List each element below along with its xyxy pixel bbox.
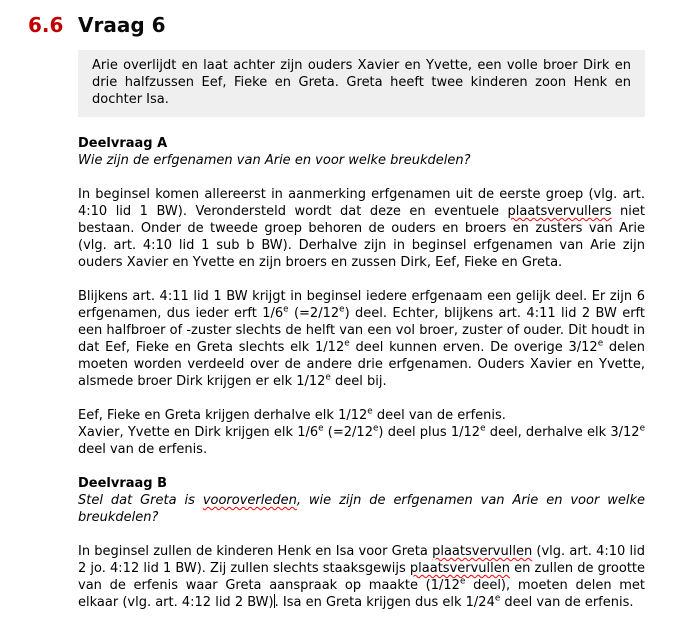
text-run: . Isa en Greta krijgen dus elk 1/24 <box>274 595 495 610</box>
text-run: deel, derhalve elk 3/12 <box>485 425 640 440</box>
text-run: In beginsel zullen de kinderen Henk en Isa voor Greta <box>78 544 433 559</box>
text-run: Wie zijn de erfgenamen van Arie en voor welke breukdelen? <box>78 153 471 168</box>
text-run: ) deel. Echter, blijkens art. 4:11 lid 2 BW erft een halfbroer of -zuster slechts de helft van een vol broer, zuster of ouder. Dit houdt in dat Eef, Fieke en Greta slechts elk 1/12 <box>78 306 646 355</box>
text-run: delen moeten worden verdeeld over de andere drie erfgenamen. Ouders Xavier en Yvette, alsmede broer Dirk krijgen er elk 1/12 <box>78 340 645 389</box>
answer-a-paragraph-3[interactable] <box>78 407 645 458</box>
text-run: In beginsel komen allereerst in aanmerking erfgenamen uit de eerste groep (vlg. art. 4:10 lid 1 BW). Verondersteld wordt dat deze en eventuele <box>78 187 645 219</box>
misspelled-word: plaatsvervullen <box>432 544 533 559</box>
answer-a-paragraph-1[interactable] <box>78 186 645 271</box>
text-run: , wie zijn de erfgenamen van Arie en voor welke breukdelen? <box>78 493 645 525</box>
superscript-ordinal: e <box>344 338 350 349</box>
superscript-ordinal: e <box>494 593 501 604</box>
text-run: deel kunnen erven. De overige 3/12 <box>349 340 598 355</box>
text-run: (=2/12 <box>323 425 373 440</box>
text-run: deel van de erfenis. <box>78 442 208 457</box>
subquestion-a-question[interactable] <box>78 152 645 169</box>
answer-a-paragraph-2[interactable] <box>78 288 645 390</box>
section-number: 6.6 <box>28 13 64 37</box>
text-run: Arie overlijdt en laat achter zijn ouders Xavier en Yvette, een volle broer Dirk en drie halfzussen Eef, Fieke en Greta. Greta heeft twee kinderen zoon Henk en dochter Isa. <box>92 58 631 107</box>
section-heading <box>28 13 692 37</box>
subquestion-a-heading[interactable]: Deelvraag A <box>78 136 168 151</box>
text-run: deel bij. <box>330 374 387 389</box>
superscript-ordinal: e <box>367 406 373 417</box>
text-run: (vlg. art. 4:10 lid 2 jo. 4:12 lid 1 BW). Zij zullen slechts staaksgewijs <box>78 544 646 576</box>
subquestion-b-question[interactable] <box>78 492 645 526</box>
superscript-ordinal: e <box>283 304 289 315</box>
text-run: deel van de erfenis. <box>500 595 634 610</box>
subquestion-b-heading[interactable]: Deelvraag B <box>78 476 168 491</box>
text-run: deel van de erfenis. <box>372 408 506 423</box>
misspelled-word: plaatsvervullers <box>507 204 612 219</box>
text-run: Eef, Fieke en Greta krijgen derhalve elk 1/12 <box>78 408 368 423</box>
case-description-box[interactable] <box>78 50 645 117</box>
misspelled-word: plaatsvervullen <box>409 561 511 576</box>
text-run: niet bestaan. Onder de tweede groep behoren de ouders en broers en zusters van Arie (vlg. art. 4:10 lid 1 sub b BW). Derhalve zijn in beginsel erfgenamen van Arie zijn ouders Xavier en Yvette en zijn broers en zussen Dirk, Eef, Fieke en Greta. <box>78 204 645 270</box>
superscript-ordinal: e <box>597 338 604 349</box>
superscript-ordinal: e <box>372 423 379 434</box>
superscript-ordinal: e <box>339 304 345 315</box>
document-text-area[interactable] <box>78 50 645 611</box>
superscript-ordinal: e <box>325 372 331 383</box>
misspelled-word: vooroverleden <box>202 493 297 508</box>
text-run: (=2/12 <box>288 306 340 321</box>
text-run: en zullen de grootte van de erfenis waar Greta aanspraak op maakte (1/12 <box>78 561 646 593</box>
text-run: ) deel plus 1/12 <box>378 425 481 440</box>
text-run: Stel dat Greta is <box>78 493 203 508</box>
superscript-ordinal: e <box>318 423 324 434</box>
superscript-ordinal: e <box>639 423 645 434</box>
text-run: Blijkens art. 4:11 lid 1 BW krijgt in beginsel iedere erfgenaam een gelijk deel. Er zijn 6 erfgenamen, dus ieder erft 1/6 <box>78 289 645 321</box>
section-title: Vraag 6 <box>78 13 166 37</box>
text-run: deel), moeten delen met elkaar (vlg. art. 4:12 lid 2 BW) <box>78 578 645 610</box>
answer-b-paragraph-1[interactable] <box>78 543 645 611</box>
superscript-ordinal: e <box>480 423 486 434</box>
text-run: Xavier, Yvette en Dirk krijgen elk 1/6 <box>78 425 319 440</box>
superscript-ordinal: e <box>459 576 466 587</box>
